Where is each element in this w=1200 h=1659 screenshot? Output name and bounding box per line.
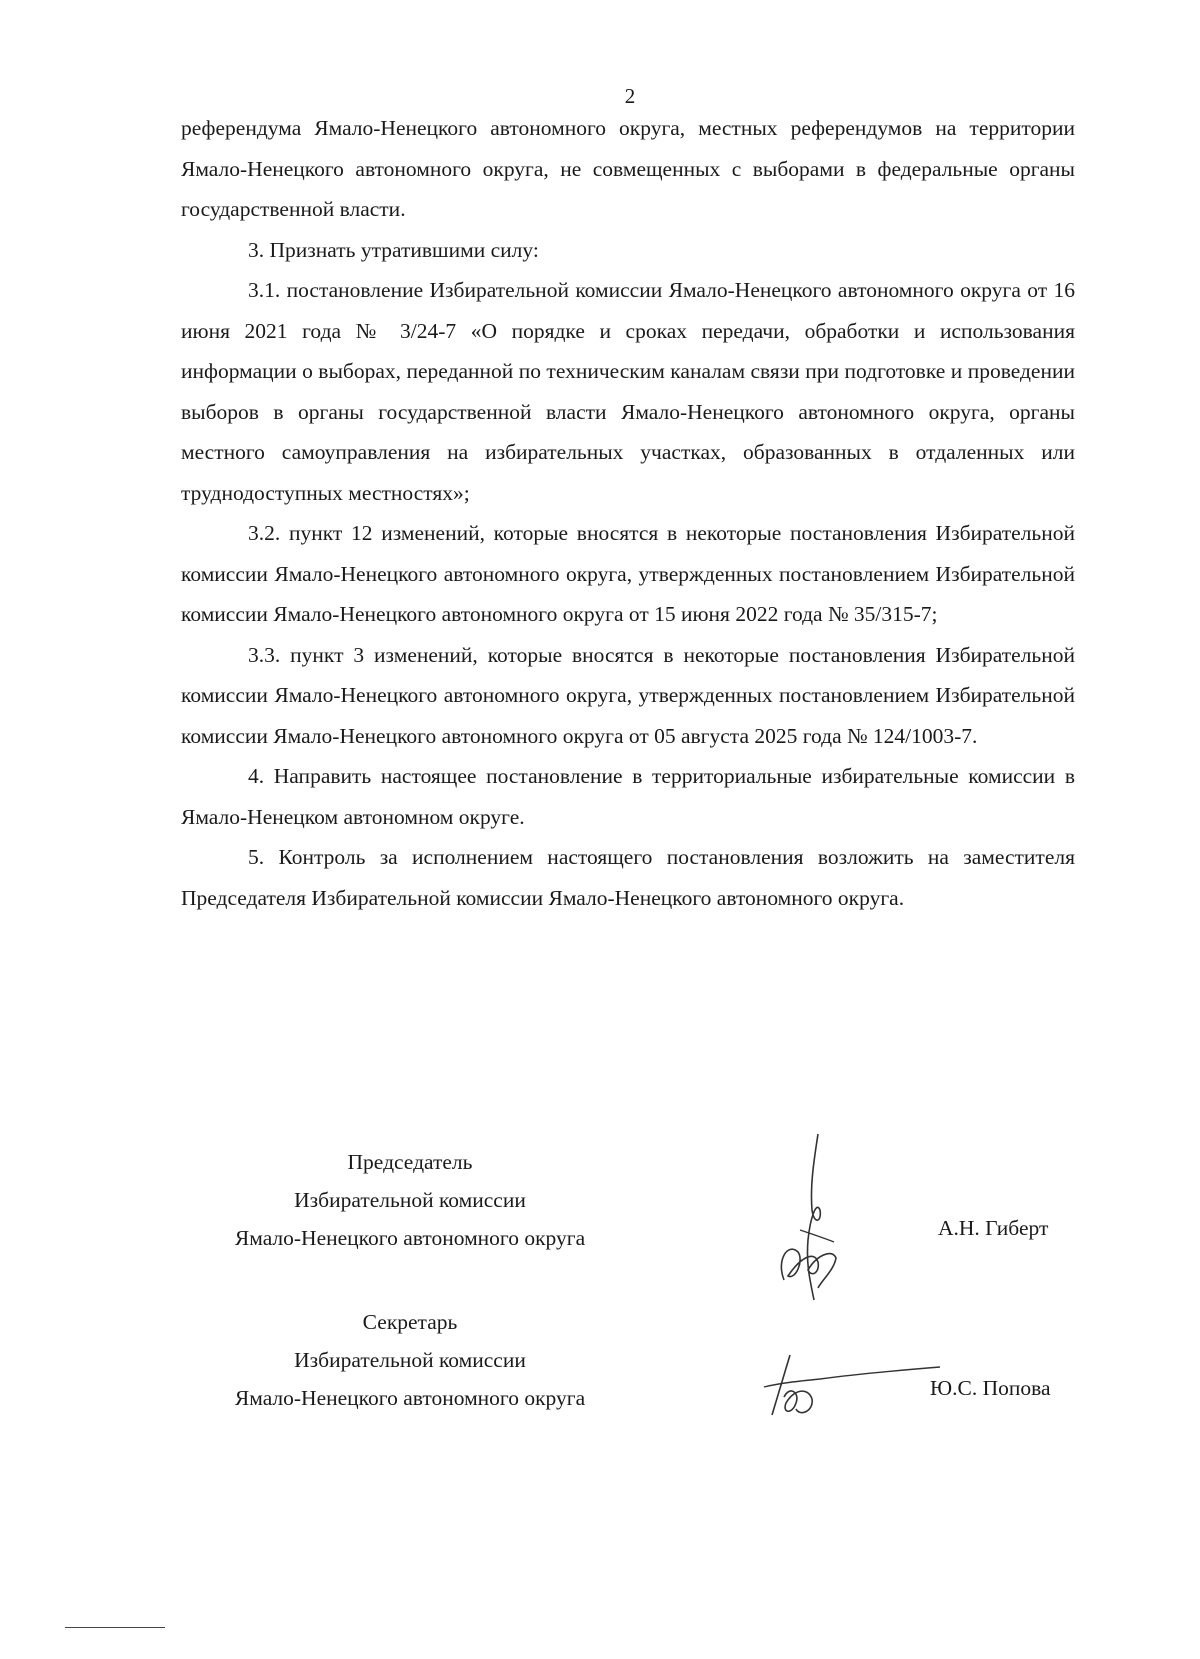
- chairman-name: А.Н. Гиберт: [938, 1216, 1049, 1240]
- paragraph-item-3: 3. Признать утратившими силу:: [248, 237, 539, 262]
- secretary-title-line: Ямало-Ненецкого автономного округа: [234, 1386, 586, 1410]
- paragraph-item-4: 4. Направить настоящее постановление в территориальные избирательные комиссии в Ямало-Ненецком автономном округе.: [181, 764, 1075, 829]
- paragraph-item-3-3: 3.3. пункт 3 изменений, которые вносятся в некоторые постановления Избирательной комиссии Ямало-Ненецкого автономного округа, утвержденных постановлением Избирательной комиссии Ямало-Ненецкого автономного округа от 05 августа 2025 года № 124/1003-7.: [181, 642, 1075, 748]
- chairman-title-line: Ямало-Ненецкого автономного округа: [234, 1226, 586, 1250]
- paragraph-item-5: 5. Контроль за исполнением настоящего постановления возложить на заместителя Председателя Избирательной комиссии Ямало-Ненецкого автономного округа.: [181, 845, 1075, 910]
- paragraph-continuation: референдума Ямало-Ненецкого автономного округа, местных референдумов на территории Ямало-Ненецкого автономного округа, не совмещенных с выборами в федеральные органы государственной власти.: [181, 116, 1075, 221]
- secretary-title-line: Избирательной комиссии: [294, 1348, 526, 1372]
- chairman-title-line: Избирательной комиссии: [294, 1188, 526, 1212]
- document-body: [181, 108, 1075, 918]
- secretary-signature: [760, 1345, 950, 1425]
- secretary-title: [150, 1303, 670, 1417]
- paragraph-item-3-2: 3.2. пункт 12 изменений, которые вносятся в некоторые постановления Избирательной комиссии Ямало-Ненецкого автономного округа, утвержденных постановлением Избирательной комиссии Ямало-Ненецкого автономного округа от 15 июня 2022 года № 35/315-7;: [181, 521, 1075, 626]
- secretary-name: Ю.С. Попова: [930, 1376, 1051, 1400]
- chairman-signature: [770, 1130, 870, 1320]
- chairman-title-line: Председатель: [347, 1150, 473, 1174]
- paragraph-item-3-1: 3.1. постановление Избирательной комиссии Ямало-Ненецкого автономного округа от 16 июня 2021 года № 3/24-7 «О порядке и сроках передачи, обработки и использования информации о выборах, переданной по техническим каналам связи при подготовке и проведении выборов в органы государственной власти Ямало-Ненецкого автономного округа, органы местного самоуправления на избирательных участках, образованных в отдаленных или труднодоступных местностях»;: [181, 278, 1075, 505]
- footer-divider: [65, 1627, 165, 1628]
- page-number: 2: [624, 84, 636, 108]
- secretary-title-line: Секретарь: [362, 1310, 458, 1334]
- chairman-title: [150, 1143, 670, 1257]
